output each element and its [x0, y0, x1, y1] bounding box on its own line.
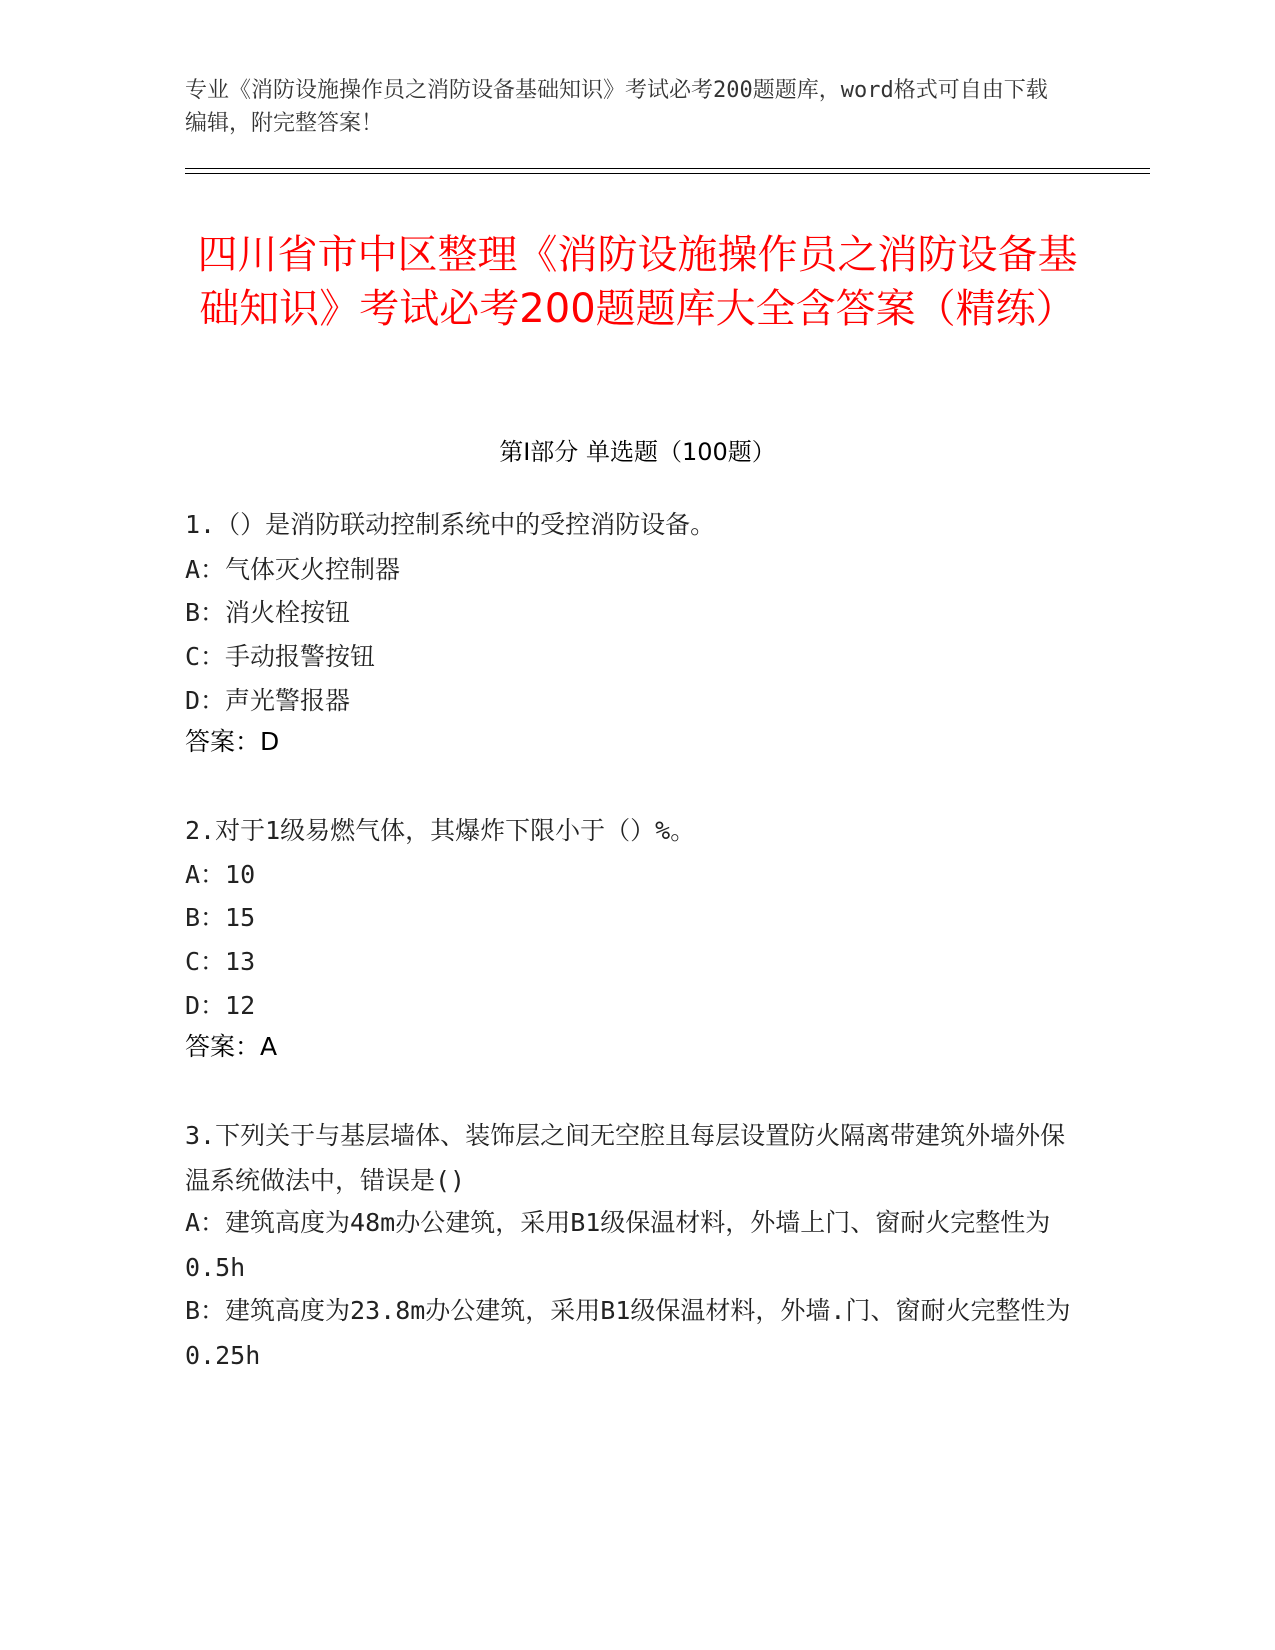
- question-option: B：消火栓按钮: [185, 598, 351, 627]
- question-answer: 答案：A: [185, 1032, 278, 1061]
- question-option: B：建筑高度为23.8m办公建筑，采用B1级保温材料，外墙.门、窗耐火完整性为0.25h: [185, 1296, 1071, 1370]
- question-answer: 答案：D: [185, 727, 280, 756]
- question-option: C：13: [185, 947, 256, 976]
- question-option: B：15: [185, 903, 256, 932]
- header-note: 专业《消防设施操作员之消防设备基础知识》考试必考200题题库，word格式可自由下载编辑，附完整答案！: [185, 78, 1048, 136]
- question-option: D：12: [185, 991, 256, 1020]
- question-option: C：手动报警按钮: [185, 642, 376, 671]
- question-option: A：建筑高度为48m办公建筑，采用B1级保温材料，外墙上门、窗耐火完整性为0.5h: [185, 1208, 1051, 1282]
- header-rule-bottom: [185, 173, 1150, 174]
- question-stem: 2.对于1级易燃气体，其爆炸下限小于（）%。: [185, 816, 696, 845]
- question-stem: 1.（）是消防联动控制系统中的受控消防设备。: [185, 510, 716, 539]
- question-stem: 3.下列关于与基层墙体、装饰层之间无空腔且每层设置防火隔离带建筑外墙外保温系统做法中，错误是(): [185, 1121, 1066, 1195]
- section-heading: 第Ⅰ部分 单选题（100题）: [499, 438, 776, 466]
- header-rule-top: [185, 168, 1150, 169]
- question-option: D：声光警报器: [185, 686, 351, 715]
- question-option: A：10: [185, 860, 256, 889]
- document-title: 四川省市中区整理《消防设施操作员之消防设备基础知识》考试必考200题题库大全含答案（精练）: [197, 232, 1078, 332]
- question-option: A：气体灭火控制器: [185, 555, 401, 584]
